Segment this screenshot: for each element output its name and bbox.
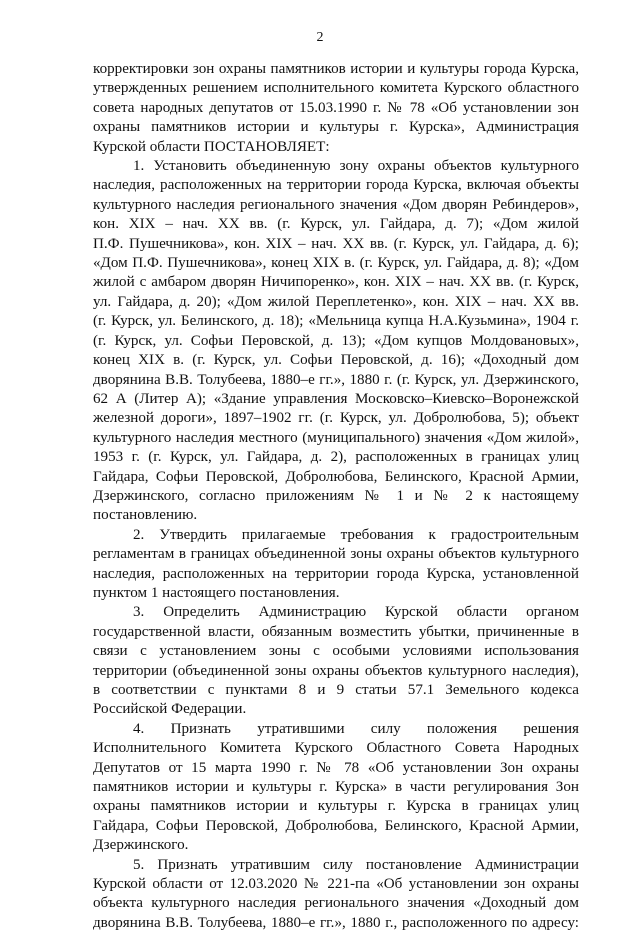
text-line: дворянина В.В. Толубеева, 1880–е гг.», 1880 г. (г. Курск, ул. Дзержинского,: [93, 371, 579, 388]
text-line: культурного наследия местного (муниципального) значения «Дом жилой»,: [93, 429, 579, 446]
text-line: «Дом П.Ф. Пушечникова», конец XIX в. (г. Курск, ул. Гайдара, д. 8); «Дом: [93, 255, 579, 272]
text-line: конец XIX в. (г. Курск, ул. Софьи Перовской, д. 16); «Доходный дом: [93, 352, 579, 369]
text-line: Гайдара, Софьи Перовской, Добролюбова, Белинского, Красной Армии,: [93, 817, 579, 834]
text-line: охраны памятников истории и культуры г. Курска в границах улиц: [93, 798, 579, 815]
text-line: Исполнительного Комитета Курского Областного Совета Народных: [93, 740, 579, 757]
text-line: дворянина В.В. Толубеева, 1880–е гг.», 1880 г., расположенного по адресу:: [93, 914, 579, 931]
text-line: государственной власти, обязанным возместить убытки, причиненные в: [93, 623, 579, 640]
text-line: 2. Утвердить прилагаемые требования к градостроительным: [133, 526, 579, 543]
text-line: пунктом 1 настоящего постановления.: [93, 584, 340, 601]
text-line: 1. Установить объединенную зону охраны объектов культурного: [133, 158, 579, 175]
text-line: Дзержинского.: [93, 837, 189, 854]
text-line: объекта культурного наследия регионального значения «Доходный дом: [93, 895, 579, 912]
text-line: жилой с амбаром дворян Ничипоренко», кон. XIX – нач. XX вв. (г. Курск,: [93, 274, 579, 291]
text-line: регламентам в границах объединенной зоны охраны объектов культурного: [93, 546, 579, 563]
text-line: Дзержинского, согласно приложениям № 1 и № 2 к настоящему: [93, 487, 579, 504]
text-line: памятников истории и культуры г. Курска» в части регулирования Зон: [93, 779, 579, 796]
text-line: Курской области ПОСТАНОВЛЯЕТ:: [93, 138, 330, 155]
page-number: 2: [316, 30, 324, 45]
text-line: наследия, расположенных на территории города Курска, установленной: [93, 565, 579, 582]
text-line: территории (объединенной зоны охраны объектов культурного наследия),: [93, 662, 579, 679]
text-line: утвержденных решением исполнительного комитета Курского областного: [93, 80, 579, 97]
text-line: совета народных депутатов от 15.03.1990 г. № 78 «Об установлении зон: [93, 99, 579, 116]
document-body: [93, 60, 579, 933]
text-line: 5. Признать утратившим силу постановление Администрации: [133, 856, 579, 873]
text-line: П.Ф. Пушечникова», кон. XIX – нач. XX вв. (г. Курск, ул. Гайдара, д. 6);: [93, 235, 579, 252]
text-line: корректировки зон охраны памятников истории и культуры города Курска,: [93, 61, 579, 77]
text-line: Российской Федерации.: [93, 701, 247, 718]
text-line: 1953 г. (г. Курск, ул. Гайдара, д. 2), расположенных в границах улиц: [93, 449, 579, 466]
text-line: 62 А (Литер А); «Здание управления Московско–Киевско–Воронежской: [93, 390, 579, 407]
text-line: в соответствии с пунктами 8 и 9 статьи 57.1 Земельного кодекса: [93, 682, 579, 698]
text-line: (г. Курск, ул. Софьи Перовской, д. 13); «Дом купцов Молдовановых»,: [93, 332, 579, 349]
text-line: 3. Определить Администрацию Курской области органом: [133, 604, 579, 621]
text-line: охраны памятников истории и культуры г. Курска», Администрация: [93, 119, 579, 136]
text-line: кон. XIX – нач. XX вв. (г. Курск, ул. Гайдара, д. 7); «Дом жилой: [93, 216, 579, 233]
text-line: 4. Признать утратившими силу положения решения: [133, 720, 579, 737]
text-line: наследия, расположенных на территории города Курска, включая объекты: [93, 177, 579, 194]
text-line: Депутатов от 15 марта 1990 г. № 78 «Об установлении Зон охраны: [93, 759, 579, 776]
text-line: связи с установлением зоны с особыми условиями использования: [93, 643, 579, 660]
text-line: Гайдара, Софьи Перовской, Добролюбова, Белинского, Красной Армии,: [93, 468, 579, 485]
text-line: железной дороги», 1897–1902 гг. (г. Курск, ул. Добролюбова, 5); объект: [93, 410, 579, 427]
text-line: культурного наследия регионального значения «Дом дворян Ребиндеров»,: [93, 196, 579, 213]
text-line: ул. Гайдара, д. 20); «Дом жилой Переплетенко», кон. XIX – нач. XX вв.: [93, 293, 579, 310]
text-line: (г. Курск, ул. Белинского, д. 18); «Мельница купца Н.А.Кузьмина», 1904 г.: [93, 313, 579, 330]
text-line: постановлению.: [93, 507, 198, 524]
text-line: Курской области от 12.03.2020 № 221-па «Об установлении зон охраны: [93, 876, 579, 893]
